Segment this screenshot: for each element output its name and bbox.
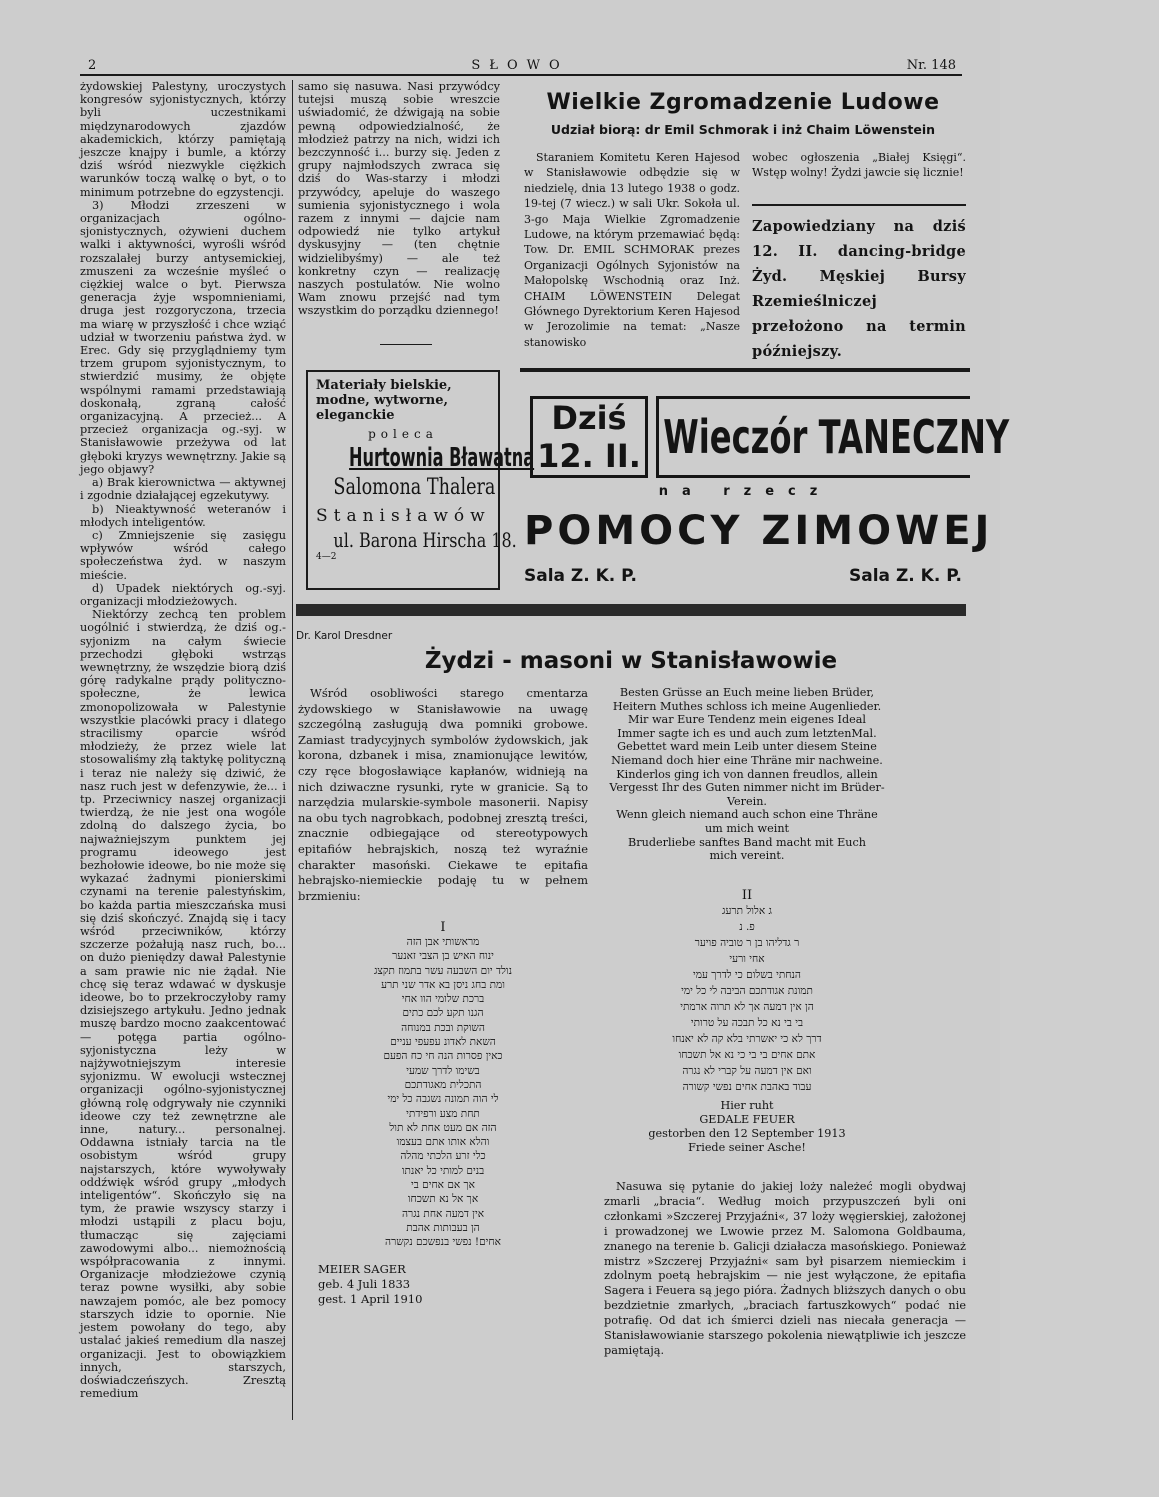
poem-line: Wenn gleich niemand auch schon eine Thräne <box>616 808 878 822</box>
masthead: SŁOWO <box>471 58 569 73</box>
hebrew-line: נולד יום השבעה עשר בתמוז תקצג <box>373 964 513 977</box>
dance-date: 12. II. <box>537 437 641 475</box>
poem-line: Bruderliebe sanftes Band macht mit Euch <box>628 835 866 849</box>
epitaph-one-born: geb. 4 Juli 1833 <box>318 1276 411 1291</box>
hebrew-line: השאת לאדונ עפעפי עניים <box>390 1036 496 1049</box>
dance-cause: POMOCY ZIMOWEJ <box>524 508 994 554</box>
poem-line: Gebettet ward mein Leib unter diesem Steine <box>617 740 877 754</box>
meeting-subtitle: Udział biorą: dr Emil Schmorak i inż Chaim Löwenstein <box>550 122 936 137</box>
hebrew-line: הן בעבותות אהבת <box>406 1221 480 1234</box>
article-author: Dr. Karol Dresdner <box>296 630 393 642</box>
dance-date-box <box>530 396 648 478</box>
hebrew-line: פ. נ <box>739 921 755 933</box>
hebrew-line: דרך לא כי יאשרתי בלא קה לא יאנחו <box>672 1033 822 1045</box>
poem-line: Mir war Eure Tendenz mein eigenes Ideal <box>628 713 866 727</box>
hebrew-line: אחים! נפשי בנפשכם נקשרה <box>385 1236 501 1249</box>
page-number: 2 <box>88 58 97 73</box>
dance-postponed-text: Zapowiedziany na dziś 12. II. dancing-bridge Żyd. Męskiej Bursy Rzemieślniczej przełożono na termin późniejszy. <box>752 218 966 360</box>
paragraph: d) Upadek niektórych og.-syj. organizacji młodzieżowych. <box>80 581 286 608</box>
hebrew-line: אין דמעה אחת נגרה <box>402 1207 484 1220</box>
epitaph-two-numeral: II <box>741 888 753 903</box>
hebrew-line: ר גדליהו בן ר טוביה פויער <box>694 937 800 949</box>
hebrew-line: תחת מצע ורפידתי <box>406 1107 480 1120</box>
article-intro-text: Wśród osobliwości starego cmentarza żydowskiego w Stanisławowie na uwagę szczególną zasługują dwa pomniki grobowe. Zamiast tradycyjnych symbolów żydowskich, jak korona, dzbanek i misa, znamionujące lewitów, czy ręce błogosławiące kapłanów, widnieją na nich dziwaczne rysunki, ryte w granicie. Są to narzędzia mularskie-symbole masonerii. Napisy na obu tych nagrobkach, podobnej zresztą treści, znacznie odbiegające od stereotypowych epitafiów hebrajskich, noszą też wyraźnie charakter masoński. Ciekawe te epitafia hebrajsko-niemieckie podaję tu w pełnem brzmieniu: <box>298 686 588 903</box>
dance-today: Dziś <box>551 399 627 437</box>
left-column <box>80 80 286 1400</box>
epitaph-two-hebrew <box>604 903 890 1095</box>
dance-ad <box>520 360 1010 600</box>
hebrew-line: עבוד באהבת אחים נפשי קשורה <box>682 1081 812 1093</box>
page-header <box>80 58 960 80</box>
hebrew-line: בשימו לדרך שמעי <box>406 1064 480 1077</box>
article-intro <box>298 686 588 904</box>
hebrew-line: והלא אותו אתם בעצמו <box>396 1136 490 1149</box>
epitaph-two-name: GEDALE FEUER <box>699 1113 795 1126</box>
meeting-title: Wielkie Zgromadzenie Ludowe <box>546 90 940 115</box>
epitaph-one-name: MEIER SAGER <box>318 1261 406 1276</box>
paragraph: a) Brak kierownictwa — aktywnej i zgodnie działającej egzekutywy. <box>80 476 286 503</box>
article-title: Żydzi - masoni w Stanisławowie <box>424 648 838 674</box>
ad-materials-line: Materiały bielskie, modne, wytworne, eleganckie <box>316 378 452 423</box>
meeting-left-text <box>524 150 740 350</box>
hebrew-line: כלי זרע הלכתי מהלה <box>400 1150 486 1163</box>
hebrew-line: אתם אחים בי בי כי נא אל תשכחו <box>678 1049 816 1061</box>
poem-line: Immer sagte ich es und auch zum letztenMal. <box>617 726 877 740</box>
hebrew-line: הגנו תקע לכם כתים <box>402 1007 484 1020</box>
article-conclusion <box>604 1180 966 1359</box>
epitaph-one-hebrew <box>298 935 588 1250</box>
paragraph: żydowskiej Palestyny, uroczystych kongresów syjonistycznych, którzy byli uczestnikami międzynarodowych zjazdów akademickich, którzy pamiętają jeszcze knajpy i bumle, a którzy dziś wśród niezwykle ciężkich warunków toczą walkę o byt, o to minimum potrzebne do egzystencji. <box>80 80 286 199</box>
epitaph-two-hier-ruht: Hier ruht <box>720 1099 774 1112</box>
hebrew-line: תמונת אגודתכם הביבה לי כל ימי <box>681 985 813 997</box>
dance-venue-left: Sala Z. K. P. <box>524 566 637 586</box>
hebrew-line: כאין פסרות הנה חי כח הפעם <box>383 1050 503 1063</box>
header-rule <box>80 74 962 76</box>
meeting-paragraph: Staraniem Komitetu Keren Hajesod w Stanisławowie odbędzie się w niedzielę, dnia 13 lutego 1938 o godz. 19-tej (7 wiecz.) w sali Ukr. Sokoła ul. 3-go Maja Wielkie Zgromadzenie Ludowe, na którym przemawiać będą: Tow. Dr. EMIL SCHMORAK prezes Organizacji Ogólnych Syjonistów na Małopolskę Wschodnią oraz Inż. CHAIM LÖWENSTEIN Delegat Głównego Dyrektorium Keren Hajesod w Jerozolimie na temat: „Nasze stanowisko <box>524 151 740 349</box>
dance-postponed-notice <box>752 214 966 364</box>
epitaph-one-numeral: I <box>440 920 446 935</box>
epitaph-one-german <box>604 686 890 863</box>
poem-line: Niemand doch hier eine Thräne mir nachweine. <box>611 753 883 767</box>
hebrew-line: ברכת שלומי הוו אחי <box>401 993 485 1006</box>
ad-city: Stanisławów <box>316 506 491 526</box>
poem-line: um mich weint <box>704 821 790 835</box>
poem-line: Vergesst Ihr des Guten nimmer nicht im Brüder- <box>609 781 885 795</box>
hebrew-line: מראשותי אבן הזה <box>406 936 480 948</box>
article-conclusion-text: Nasuwa się pytanie do jakiej loży należeć mogli obydwaj zmarli „bracia“. Według moich przypuszczeń byli oni członkami »Szczerej Przyjaźni«, 37 loży węgierskiej, założonej i prowadzonej we Lwowie przez M. Salomona Goldbauma, znanego na terenie b. Galicji działacza masońskiego. Ponieważ mistrz »Szczerej Przyjaźni« sam był pisarzem niemieckim i zdolnym poetą hebrajskim — nie jest wyłączone, że epitafia Sagera i Feuera są jego pióra. Żadnych bliższych danych o obu bezdzietnie zmarłych, „braciach fartuszkowych“ podać nie potrafię. Od dat ich śmierci dzieli nas niecała generacja — Stanisławowianie starszego pokolenia niewątpliwie ich jeszcze pamiętają. <box>604 1180 966 1357</box>
paragraph: samo się nasuwa. Nasi przywódcy tutejsi muszą sobie wreszcie uświadomić, że dźwigają na sobie pewną odpowiedzialność, że młodzież patrzy na nich, widzi ich bezczynność i... burzy się. Jeden z grupy najmłodszych zwraca się dziś do Was-starzy i młodzi przywódcy, apeluje do waszego sumienia syjonistycznego i wola razem z innymi — dajcie nam odpowiedź nie tylko artykuł dyskusyjny — (ten chętnie widzielibyśmy) — ale też konkretny czyn — realizację naszych postulatów. Nie wolno Wam znowu przejść nad tym wszystkim do porządku dziennego! <box>298 80 500 318</box>
article-top-rule <box>296 604 966 616</box>
meeting-continuation: wobec ogłoszenia „Białej Księgi“. Wstęp wolny! Żydzi jawcie się licznie! <box>752 151 966 180</box>
issue-number: Nr. 148 <box>906 58 956 73</box>
poem-line: Besten Grüsse an Euch meine lieben Brüder, <box>619 686 875 699</box>
hebrew-line: הזה אם מעט אחת לא תול <box>389 1121 497 1134</box>
textile-ad <box>306 370 535 590</box>
ad-firm-name: Hurtownia Bławatna <box>349 443 535 473</box>
short-rule <box>380 344 432 345</box>
hebrew-line: ואם אין דמעה על קברי לא נגרה <box>682 1065 812 1077</box>
notice-rule <box>752 204 966 206</box>
ad-code: 4—2 <box>316 552 337 562</box>
hebrew-line: אך אם אחים בי <box>411 1179 475 1192</box>
dance-venue-right: Sala Z. K. P. <box>849 566 962 586</box>
hebrew-line: אחי ורעי <box>729 953 765 965</box>
paragraph: 3) Młodzi zrzeszeni w organizacjach ogólno-sjonistycznych, ożywieni duchem walki i aktywności, wyrośli wśród rozszalałej burzy antysemickiej, zmuszeni za wcześnie myśleć o ciężkiej walce o byt. Pierwsza generacja żyje wspomnieniami, druga jest rozgoryczona, trzecia ma wiarę w przyszłość i chce wziąć udział w tworzeniu państwa żyd. w Erec. Gdy się przyglądniemy tym trzem grupom syjonistycznym, to stwierdzić musimy, że objęte wspólnymi ramami przedstawiają doskonałą, zgraną całość organizacyjną. A przecież... A przecież organizacja og.-syj. w Stanisławowie przeżywa od lat głęboki kryzys wewnętrzny. Jakie są jego objawy? <box>80 198 286 476</box>
poem-line: Heitern Muthes schloss ich meine Augenlieder. <box>612 699 882 713</box>
dance-title-box <box>656 396 1010 478</box>
hebrew-line: ינוח האיש בן הצבי זאנער <box>392 950 494 963</box>
epitaph-two <box>604 888 890 1155</box>
epitaph-two-footer <box>604 1099 890 1155</box>
meeting-right-text <box>752 150 966 181</box>
paragraph: b) Nieaktywność weteranów i młodych inteligentów. <box>80 502 286 529</box>
middle-column <box>298 80 500 318</box>
hebrew-line: בנים למותי כל יאנתו <box>401 1164 485 1177</box>
poem-line: Verein. <box>727 794 767 808</box>
column-rule <box>292 80 293 1420</box>
hebrew-line: התכלית מאגודתכם <box>404 1078 482 1091</box>
epitaph-one <box>298 920 588 1307</box>
hebrew-line: ומת בחג ניסן בא אדר שני תרע <box>381 978 505 991</box>
hebrew-line: בי בי נא כל תבכה על טרותי <box>690 1017 804 1029</box>
epitaph-two-died: gestorben den 12 September 1913 <box>648 1127 846 1140</box>
hebrew-line: הנחתי בשלום כי לדרך עמי <box>693 969 801 981</box>
hebrew-line: אך אל נא תשכחו <box>407 1193 479 1206</box>
dance-na-rzecz: na rzecz <box>658 484 832 499</box>
ad-owner: Salomona Thalera <box>333 475 496 500</box>
epitaph-one-footer <box>298 1262 588 1307</box>
hebrew-line: ג אלול תרעג <box>722 905 772 917</box>
ad-address: ul. Barona Hirscha 18. <box>333 528 517 552</box>
paragraph: Niektórzy zechcą ten problem uogólnić i stwierdzą, że dziś og.-syjonizm na całym świecie przechodzi głęboki wstrząs wewnętrzny, że wszędzie biorą dziś górę radykalne prądy polityczno-społeczne, że lewica zmonopolizowała w Palestynie wszystkie placówki pracy i dlatego stracilismy oparcie wśród młodzieży, że przez wiele lat stosowaliśmy złą taktykę polityczną i teraz nie należy się dziwić, że nasz ruch jest w defenzywie, że... i tp. Przeciwnicy naszej organizacji twierdzą, że nie jest ona wogóle zdolną do dalszego życia, bo najważniejszym punktem jej programu ideowego jest bezhołowie ideowe, bo nie może się wykazać żadnymi pionierskimi czynami na terenie palestyńskim, bo każda partia mieszczańska musi się dziś skończyć. Znajdą się i tacy wśród przeciwników, którzy szczerze pożałują nasz ruch, bo... on dużo pieniędzy dawał Palestynie a sam prawie nic nie żądał. Nie chcę się teraz wdawać w dyskusje ideowe, bo to przekroczyłoby ramy dzisiejszego artykułu. Jedno jednak muszę bardzo mocno zaakcentować — potęga partia ogólno-syjonistyczna leży w najżywotniejszym interesie syjonizmu. W ewolucji wstecznej organizacji ogólno-syjonistycznej główną rolę odgrywały nie czynniki ideowe czy też zewnętrzne ale inne, natury... personalnej. Oddawna istniały tarcia na tle osobistym wśród grupy najstarszych, które wywoływały oddźwięk wśród grupy „młodych inteligentów“. Skończyło się na tym, że prawie wszyscy starzy i młodzi ustąpili z placu boju, tłumacząc się zajęciami zawodowymi albo... niemożnością współpracowania z innymi. Organizacje młodzieżowe czynią teraz powne wysiłki, aby sobie nawzajem pomóc, ale bez pomocy starszych idzie to opornie. Nie jestem powołany do tego, aby ustalać jakieś remedium dla naszej organizacji. Jest to obowiązkiem innych, starszych, doświadczeńszych. Zresztą remedium <box>80 608 286 1401</box>
paragraph: c) Zmniejszenie się zasięgu wpływów wśród całego społeczeństwa żyd. w naszym mieście. <box>80 528 286 582</box>
poem-line: Kinderlos ging ich von dannen freudlos, allein <box>616 767 878 781</box>
epitaph-one-died: gest. 1 April 1910 <box>318 1291 423 1306</box>
ad-poleca: poleca <box>368 427 438 441</box>
poem-line: mich vereint. <box>709 849 785 863</box>
hebrew-line: השוקת ובכת במנוחה <box>401 1021 485 1034</box>
hebrew-line: הן אין דמעה אך לא תרוה ארמתי <box>680 1001 814 1013</box>
dance-title: Wieczór TANECZNY <box>663 410 1010 464</box>
epitaph-two-peace: Friede seiner Asche! <box>688 1141 806 1154</box>
hebrew-line: לי הוה תמונה נשגבה כל ימי <box>387 1093 499 1106</box>
